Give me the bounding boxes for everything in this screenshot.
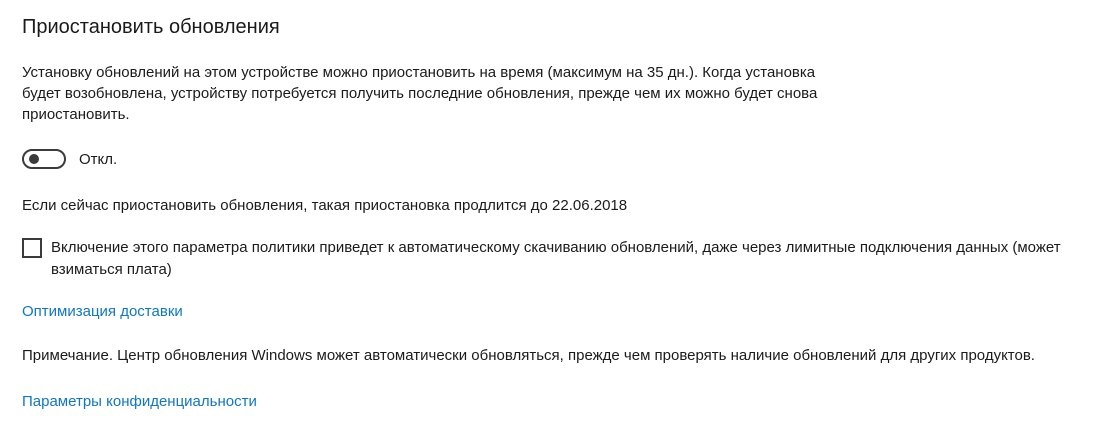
policy-checkbox-row — [22, 237, 1095, 281]
privacy-settings-link[interactable]: Параметры конфиденциальности — [22, 393, 257, 410]
delivery-optimization-link[interactable]: Оптимизация доставки — [22, 303, 183, 320]
pause-updates-description: Установку обновлений на этом устройстве можно приостановить на время (максимум на 35 дн.). Когда установка будет возобновлена, устройству потребуется получить последние обновления, прежде чем их можно будет снова приостановить. — [22, 64, 818, 123]
windows-update-note-text: Примечание. Центр обновления Windows может автоматически обновляться, прежде чем проверять наличие обновлений для других продуктов. — [22, 347, 1035, 364]
policy-checkbox[interactable] — [22, 238, 42, 258]
page-title: Приостановить обновления — [22, 16, 280, 38]
privacy-settings-link-row — [22, 392, 1095, 412]
toggle-knob-icon — [29, 154, 39, 164]
policy-checkbox-label: Включение этого параметра политики приведет к автоматическому скачиванию обновлений, даже через лимитные подключения данных (может взиматься плата) — [51, 239, 1061, 278]
pause-updates-toggle[interactable] — [22, 149, 66, 169]
pause-toggle-row — [22, 149, 1095, 169]
pause-duration-text: Если сейчас приостановить обновления, такая приостановка продлится до 22.06.2018 — [22, 197, 628, 214]
toggle-state-label: Откл. — [79, 150, 118, 168]
delivery-optimization-link-row — [22, 302, 1095, 322]
